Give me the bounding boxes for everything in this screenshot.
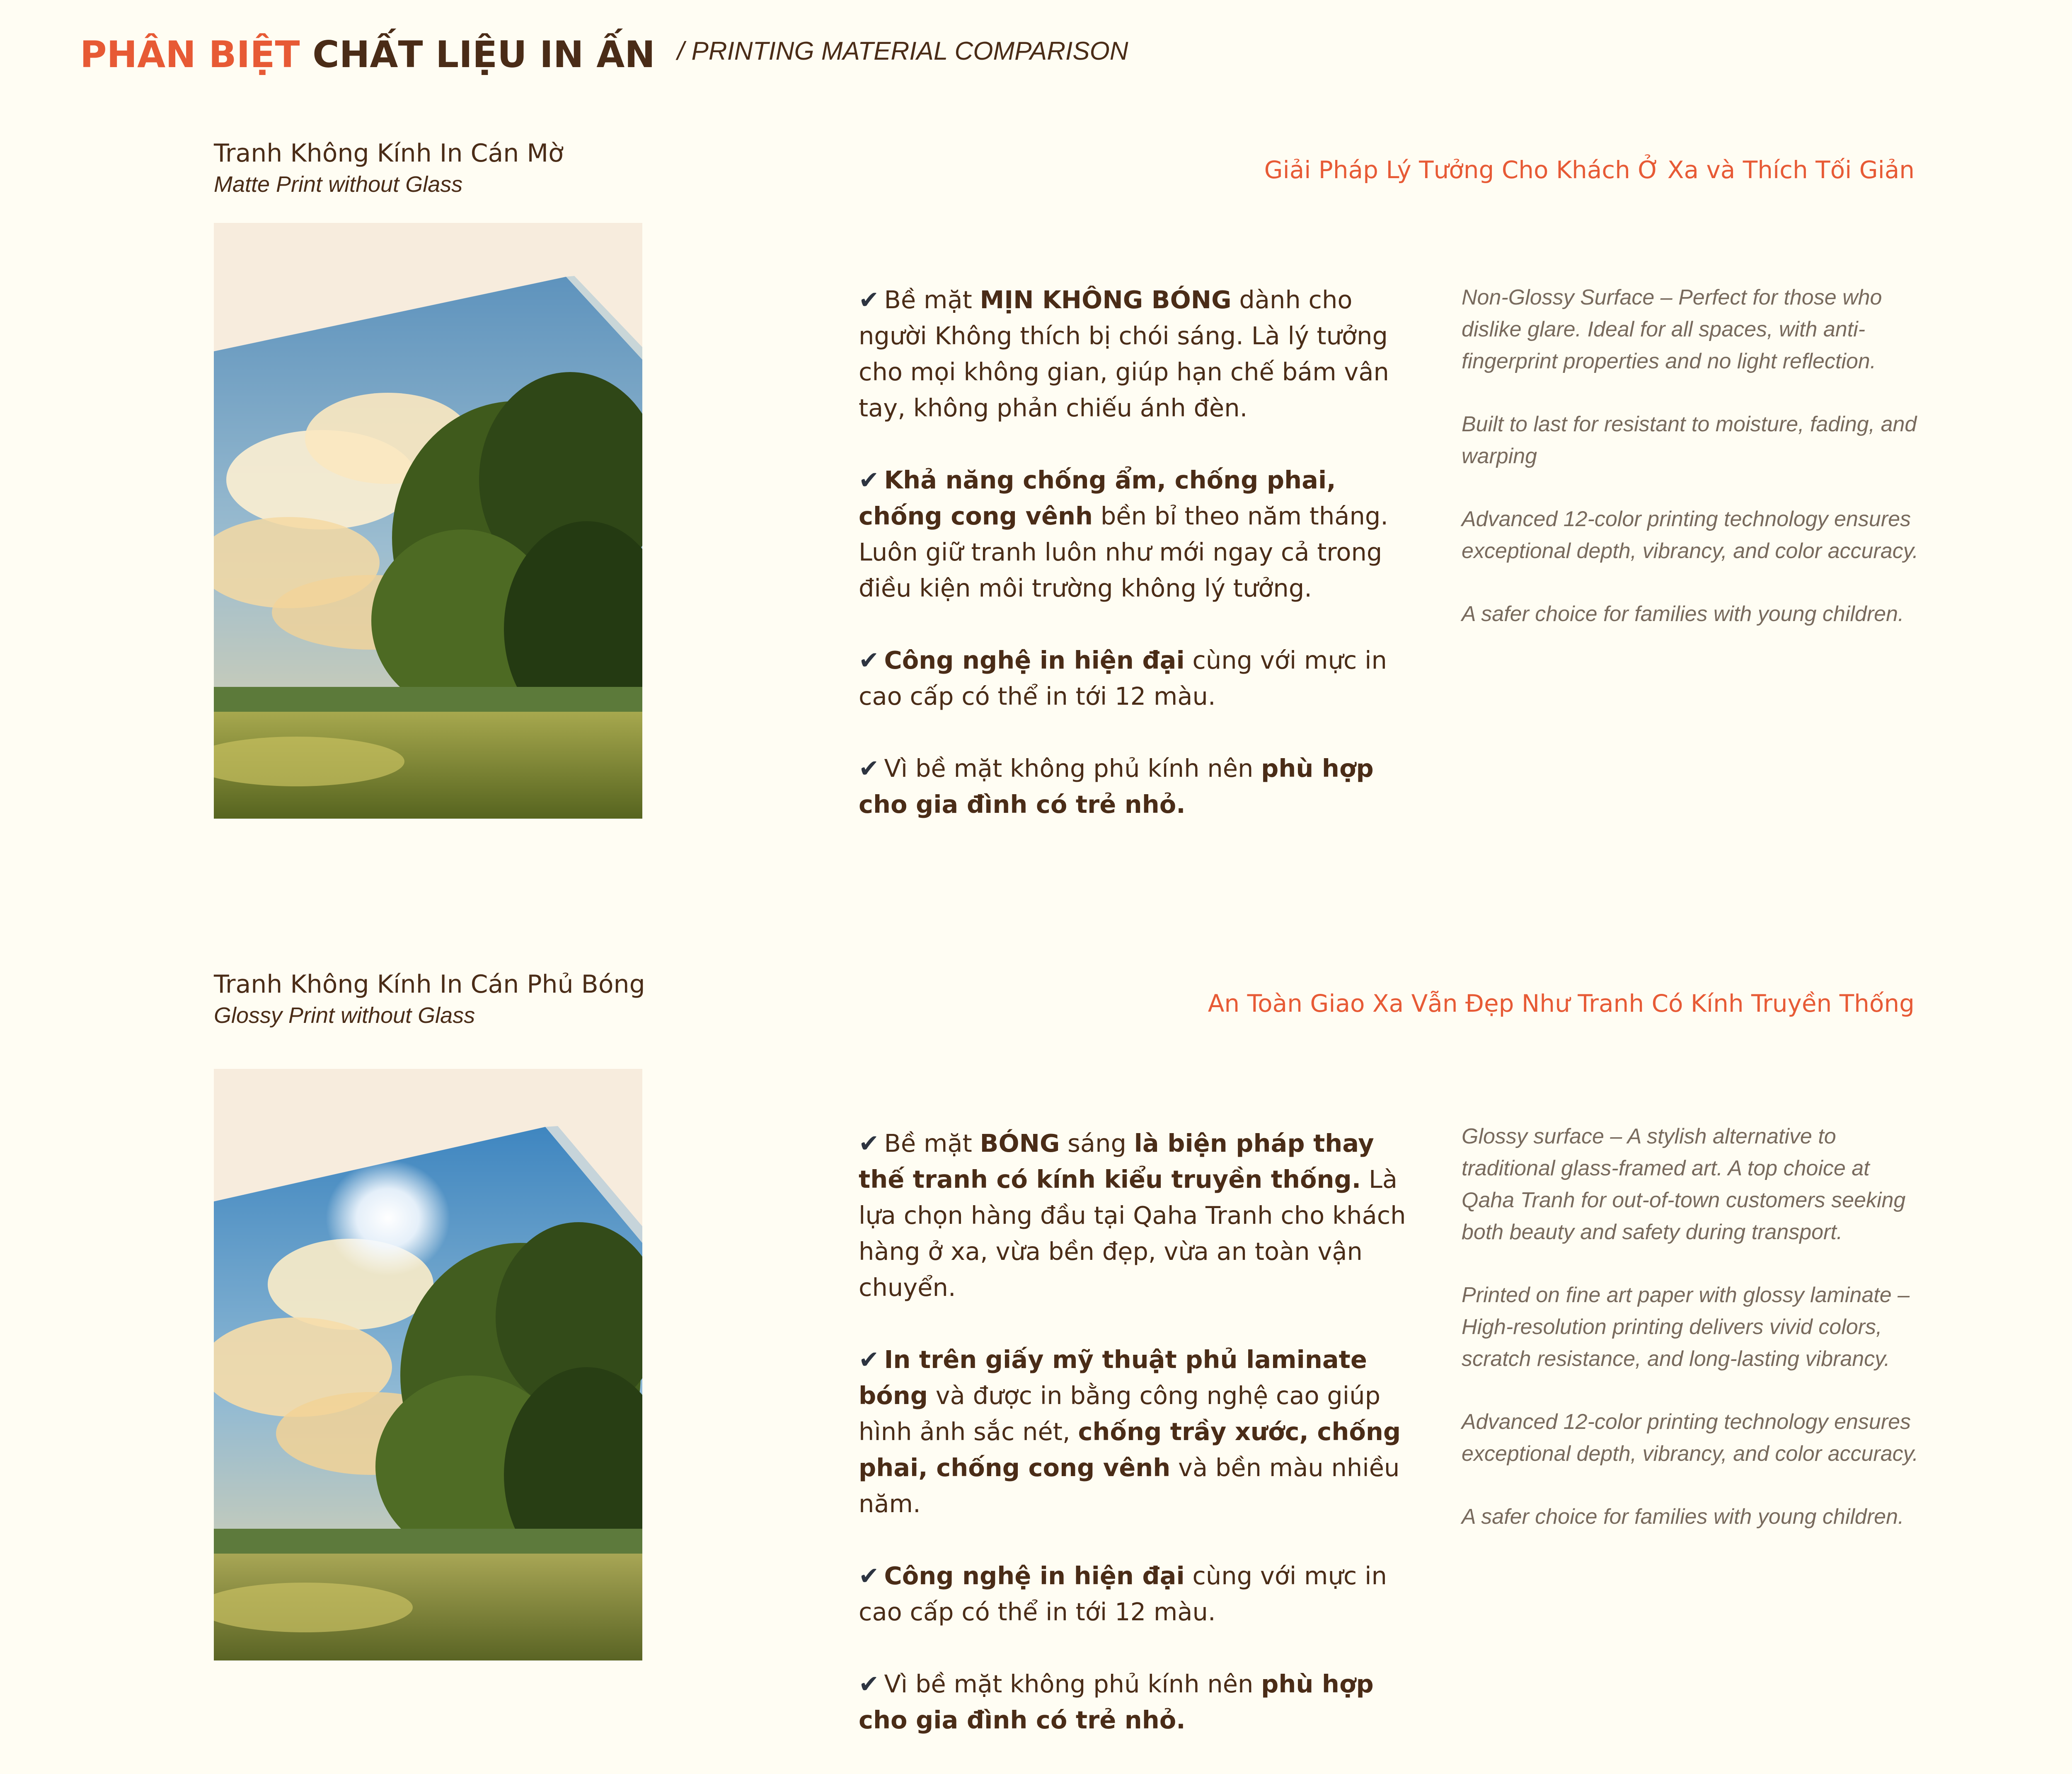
vi-bold: phù hợp cho gia đình có trẻ nhỏ.	[859, 754, 1374, 819]
page-title	[80, 30, 655, 80]
vi-point	[859, 1666, 1410, 1738]
page-subtitle: / PRINTING MATERIAL COMPARISON	[677, 37, 1128, 65]
section-2-en-list	[1462, 1121, 1926, 1564]
check-icon: ✔	[859, 646, 879, 674]
vi-point	[859, 462, 1410, 606]
vi-text: và được in bằng công nghệ cao giúp hình ảnh sắc nét,	[859, 1381, 1381, 1446]
section-1-en-list	[1462, 282, 1926, 661]
glossy-landscape-illustration	[214, 1069, 642, 1660]
vi-point	[859, 1125, 1410, 1305]
vi-point	[859, 282, 1410, 426]
section-1-name-en: Matte Print without Glass	[214, 172, 463, 197]
section-1-name-vi: Tranh Không Kính In Cán Mờ	[214, 139, 564, 168]
title-accent: PHÂN BIỆT	[80, 33, 300, 76]
vi-text: Là lựa chọn hàng đầu tại Qaha Tranh cho khách hàng ở xa, vừa bền đẹp, vừa an toàn vận chuyển.	[859, 1165, 1406, 1302]
vi-text: sáng	[1060, 1129, 1134, 1158]
vi-text: Bề mặt	[884, 1129, 980, 1158]
check-icon: ✔	[859, 754, 879, 783]
check-icon: ✔	[859, 1670, 879, 1698]
vi-point	[859, 750, 1410, 822]
en-point: A safer choice for families with young children.	[1462, 602, 1904, 626]
glossy-print-image	[214, 1069, 642, 1660]
vi-bold: là biện pháp thay thế tranh có kính kiểu truyền thống.	[859, 1129, 1374, 1194]
vi-point	[859, 642, 1410, 714]
check-icon: ✔	[859, 466, 879, 494]
vi-text: dành cho người Không thích bị chói sáng. Là lý tưởng cho mọi không gian, giúp hạn chế bám vân tay, không phản chiếu ánh đèn.	[859, 285, 1389, 422]
vi-text: bền bỉ theo năm tháng. Luôn giữ tranh luôn như mới ngay cả trong điều kiện môi trường không lý tưởng.	[859, 502, 1389, 602]
check-icon: ✔	[859, 285, 879, 314]
matte-print-image	[214, 223, 642, 819]
vi-bold: MỊN KHÔNG BÓNG	[980, 285, 1232, 314]
vi-bold: In trên giấy mỹ thuật phủ laminate bóng	[859, 1345, 1367, 1410]
check-icon: ✔	[859, 1561, 879, 1590]
en-point: Non-Glossy Surface – Perfect for those who dislike glare. Ideal for all spaces, with anti-fingerprint properties and no light reflection.	[1462, 285, 1882, 373]
en-point: Glossy surface – A stylish alternative to traditional glass-framed art. A top choice at Qaha Tranh for out-of-town customers seeking both beauty and safety during transport.	[1462, 1124, 1906, 1244]
en-point: A safer choice for families with young children.	[1462, 1505, 1904, 1529]
vi-text: Vì bề mặt không phủ kính nên	[884, 1670, 1261, 1698]
check-icon: ✔	[859, 1345, 879, 1374]
vi-point	[859, 1558, 1410, 1630]
vi-bold: chống trầy xước, chống phai, chống cong vênh	[859, 1417, 1401, 1482]
matte-landscape-illustration	[214, 223, 642, 819]
section-1-vi-list	[859, 282, 1410, 858]
vi-bold: Công nghệ in hiện đại	[884, 646, 1185, 674]
vi-text: và bền màu nhiều năm.	[859, 1453, 1400, 1518]
en-point: Built to last for resistant to moisture, fading, and warping	[1462, 412, 1917, 468]
section-2-name-en: Glossy Print without Glass	[214, 1003, 475, 1028]
title-rest: CHẤT LIỆU IN ẤN	[312, 33, 655, 76]
vi-bold: Công nghệ in hiện đại	[884, 1561, 1185, 1590]
en-point: Advanced 12-color printing technology ensures exceptional depth, vibrancy, and color accuracy.	[1462, 507, 1919, 563]
section-2-tagline: An Toàn Giao Xa Vẫn Đẹp Như Tranh Có Kính Truyền Thống	[1208, 989, 1915, 1018]
vi-bold: Khả năng chống ẩm, chống phai, chống cong vênh	[859, 466, 1336, 530]
vi-point	[859, 1341, 1410, 1522]
vi-text: Vì bề mặt không phủ kính nên	[884, 754, 1261, 783]
check-icon: ✔	[859, 1129, 879, 1158]
section-2-vi-list	[859, 1125, 1410, 1774]
section-1-tagline: Giải Pháp Lý Tưởng Cho Khách Ở Xa và Thích Tối Giản	[1264, 156, 1915, 184]
en-point: Printed on fine art paper with glossy laminate – High-resolution printing delivers vivid colors, scratch resistance, and long-lasting vibrancy.	[1462, 1283, 1910, 1371]
vi-bold: BÓNG	[980, 1129, 1060, 1158]
en-point: Advanced 12-color printing technology ensures exceptional depth, vibrancy, and color accuracy.	[1462, 1410, 1919, 1466]
vi-text: cùng với mực in cao cấp có thể in tới 12 màu.	[859, 646, 1387, 711]
section-2-name-vi: Tranh Không Kính In Cán Phủ Bóng	[214, 970, 645, 999]
vi-text: Bề mặt	[884, 285, 980, 314]
vi-text: cùng với mực in cao cấp có thể in tới 12 màu.	[859, 1561, 1387, 1626]
vi-bold: phù hợp cho gia đình có trẻ nhỏ.	[859, 1670, 1374, 1734]
